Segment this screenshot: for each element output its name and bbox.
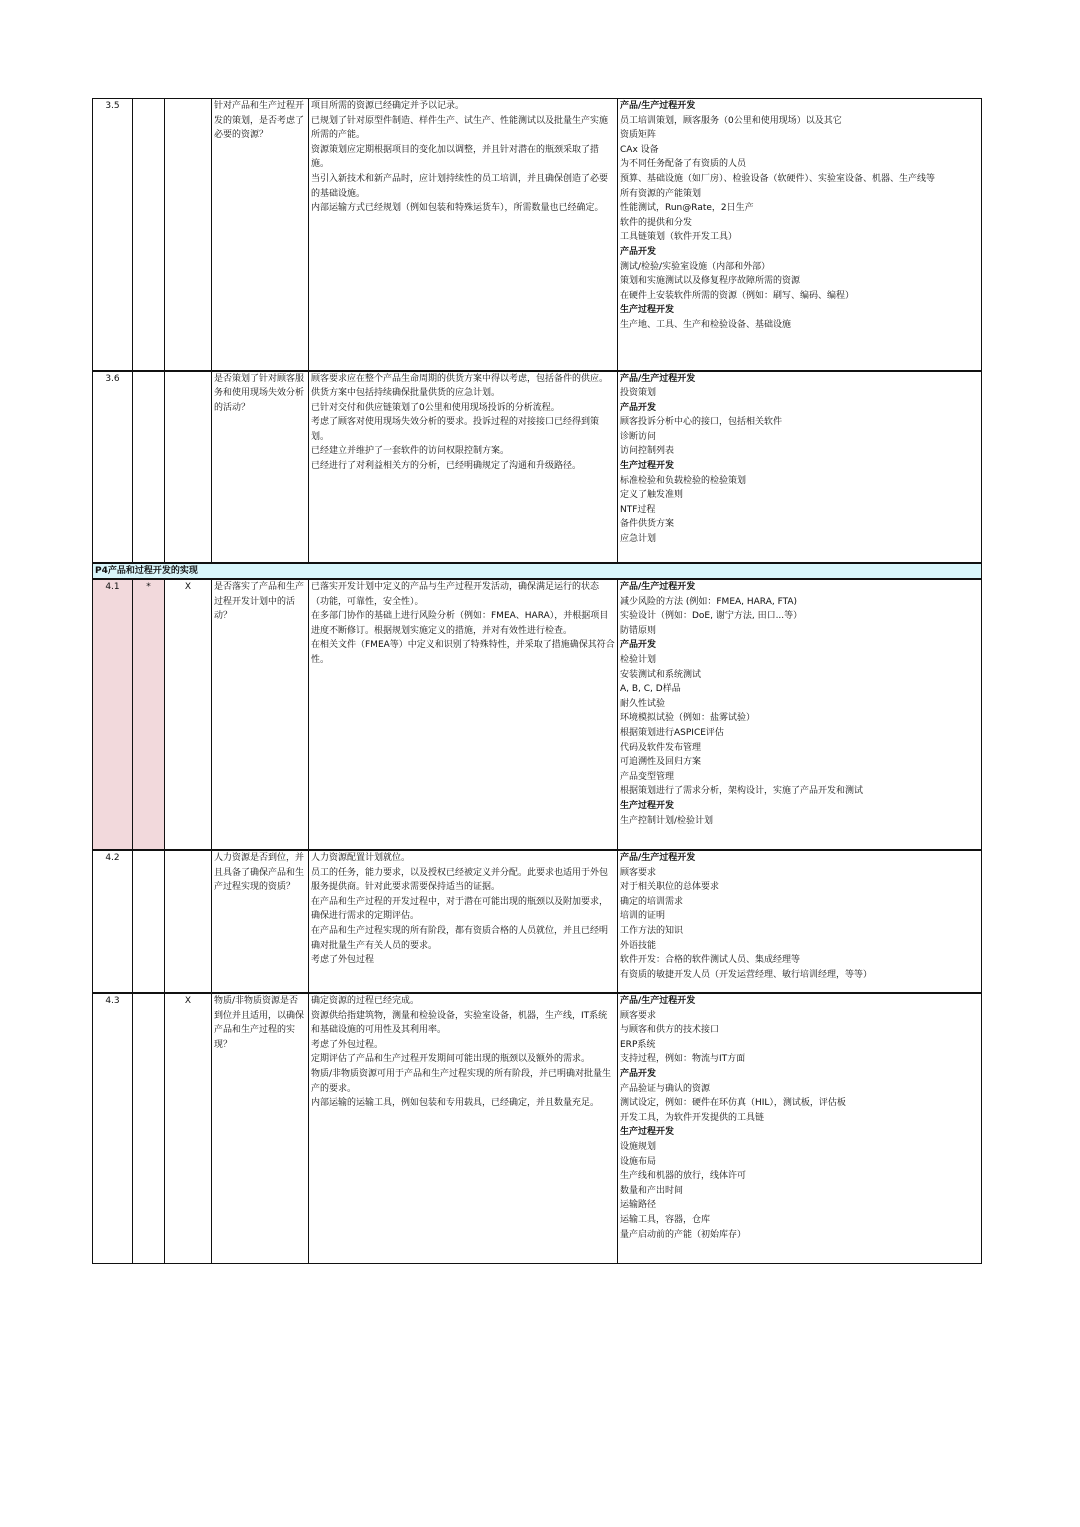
example-line: 性能测试，Run@Rate，2日生产: [620, 203, 754, 214]
example-line: 开发工具，为软件开发提供的工具链: [620, 1112, 765, 1123]
requirement-line: 内部运输方式已经规划（例如包装和特殊运货车），所需数量也已经确定。: [311, 203, 604, 214]
example-line: 安装测试和系统测试: [620, 669, 702, 680]
requirement-line: 在相关文件（FMEA等）中定义和识别了特殊特性，并采取了措施确保其符合性。: [311, 640, 615, 666]
requirement-line: 物质/非物质资源可用于产品和生产过程实现的所有阶段，并已明确对批量生产的要求。: [311, 1069, 612, 1094]
requirement-line: 项目所需的资源已经确定并予以记录。: [311, 101, 465, 111]
example-line: 生产线和机器的放行，线体许可: [620, 1171, 747, 1182]
example-line: 量产启动前的产能（初始库存）: [620, 1229, 747, 1240]
example-line: 投资策划: [620, 388, 657, 399]
item-number-cell: 4.1: [93, 579, 133, 850]
question-cell: 物质/非物质资源是否到位并且适用，以确保产品和生产过程的实现？: [212, 993, 309, 1263]
example-line: 生产控制计划/检验计划: [620, 815, 714, 826]
question-cell: 针对产品和生产过程开发的策划，是否考虑了必要的资源？: [212, 99, 309, 371]
example-heading: 产品开发: [620, 1069, 657, 1080]
example-heading: 生产过程开发: [620, 801, 675, 811]
example-heading: 生产过程开发: [620, 461, 675, 472]
star-mark-cell: [133, 371, 165, 563]
question-cell: 人力资源是否到位，并且具备了确保产品和生产过程实现的资质？: [212, 850, 309, 993]
requirement-line: 当引入新技术和新产品时，应计划持续性的员工培训，并且确保创造了必要的基础设施。: [311, 173, 609, 199]
table-row: [93, 99, 982, 371]
example-line: 顾客投诉分析中心的接口，包括相关软件: [620, 417, 783, 428]
example-line: 产品验证与确认的资源: [620, 1083, 711, 1094]
star-mark-cell: [133, 993, 165, 1263]
x-mark-cell: X: [165, 993, 212, 1263]
example-line: 软件的提供和分发: [620, 217, 693, 228]
example-line: 支持过程，例如：物流与IT方面: [620, 1054, 746, 1065]
item-number-cell: 3.6: [93, 371, 133, 563]
question-cell: 是否落实了产品和生产过程开发计划中的活动？: [212, 579, 309, 850]
example-heading: 生产过程开发: [620, 1127, 675, 1138]
example-line: 代码及软件发布管理: [620, 742, 702, 753]
requirement-line: 考虑了顾客对使用现场失效分析的要求。投诉过程的对接接口已经得到策划。: [311, 417, 600, 442]
table-row: [93, 579, 982, 850]
example-heading: 生产过程开发: [620, 305, 675, 316]
requirement-line: 资源供给指建筑物，测量和检验设备，实验室设备，机器，生产线，IT系统和基础设施的可用性及其利用率。: [311, 1010, 608, 1036]
example-line: 根据策划进行了需求分析，架构设计，实施了产品开发和测试: [620, 786, 864, 797]
table-body: [93, 99, 982, 1264]
example-line: ERP系统: [620, 1039, 656, 1050]
example-line: 有资质的敏捷开发人员（开发运营经理、敏行培训经理，等等）: [620, 969, 873, 980]
requirement-line: 内部运输的运输工具，例如包装和专用载具，已经确定，并且数量充足。: [311, 1098, 600, 1109]
requirements-cell: [309, 371, 618, 563]
x-mark-cell: [165, 99, 212, 371]
example-line: 确定的培训需求: [620, 896, 684, 907]
example-line: 备件供货方案: [620, 519, 675, 530]
example-heading: 产品/生产过程开发: [620, 853, 696, 864]
example-line: 环境模拟试验（例如：盐雾试验）: [620, 713, 756, 724]
example-line: 检验计划: [620, 655, 657, 666]
requirement-line: 资源策划应定期根据项目的变化加以调整，并且针对潜在的瓶颈采取了措施。: [311, 144, 600, 170]
section-header-row: [93, 563, 982, 580]
table-row: [93, 371, 982, 563]
example-line: 在硬件上安装软件所需的资源（例如：刷写、编码、编程）: [620, 290, 855, 301]
example-line: 访问控制列表: [620, 446, 675, 457]
requirement-line: 已经建立并维护了一套软件的访问权限控制方案。: [311, 446, 510, 457]
examples-cell: [618, 850, 982, 993]
example-line: 资质矩阵: [620, 130, 657, 141]
star-mark-cell: *: [133, 579, 165, 850]
examples-cell: [618, 371, 982, 563]
example-line: 设施规划: [620, 1142, 657, 1153]
example-line: 预算、基础设施（如厂房）、检验设备（软硬件）、实验室设备、机器、生产线等: [620, 173, 936, 184]
example-line: 工具链策划（软件开发工具）: [620, 232, 738, 243]
star-mark-cell: [133, 99, 165, 371]
example-line: CAx 设备: [620, 144, 659, 155]
table-row: [93, 850, 982, 993]
example-line: 培训的证明: [620, 911, 666, 922]
example-line: 根据策划进行ASPICE评估: [620, 728, 724, 739]
audit-questionnaire-table: [92, 98, 982, 1264]
example-line: 耐久性试验: [620, 698, 666, 709]
examples-cell: [618, 579, 982, 850]
example-heading: 产品/生产过程开发: [620, 996, 696, 1007]
item-number-cell: 4.3: [93, 993, 133, 1263]
requirements-cell: [309, 850, 618, 993]
table-row: [93, 993, 982, 1263]
requirement-line: 已针对交付和供应链策划了0公里和使用现场投诉的分析流程。: [311, 402, 560, 413]
example-line: 外语技能: [620, 940, 657, 951]
example-line: 测试设定，例如：硬件在环仿真（HIL），测试板，评估板: [620, 1098, 846, 1109]
examples-cell: [618, 99, 982, 371]
example-line: 员工培训策划，顾客服务（0公里和使用现场）以及其它: [620, 115, 842, 126]
requirement-line: 已规划了针对原型件制造、样件生产、试生产、性能测试以及批量生产实施所需的产能。: [311, 115, 609, 141]
example-heading: 产品/生产过程开发: [620, 373, 696, 384]
example-line: 实验设计（例如：DoE, 谢宁方法, 田口...等）: [620, 611, 803, 622]
example-heading: 产品开发: [620, 402, 657, 413]
example-line: 顾客要求: [620, 1010, 657, 1021]
example-line: 所有资源的产能策划: [620, 188, 702, 199]
example-line: 运输工具，容器，仓库: [620, 1215, 711, 1225]
example-heading: 产品开发: [620, 640, 657, 651]
example-line: 标准检验和负载检验的检验策划: [620, 475, 747, 486]
example-heading: 产品/生产过程开发: [620, 101, 696, 111]
example-line: 顾客要求: [620, 867, 657, 878]
example-line: 生产地、工具、生产和检验设备、基础设施: [620, 319, 792, 330]
example-line: 防错原则: [620, 625, 657, 636]
example-line: 定义了触发准则: [620, 490, 684, 501]
x-mark-cell: X: [165, 579, 212, 850]
example-line: 应急计划: [620, 534, 657, 545]
requirement-line: 考虑了外包过程: [311, 955, 375, 966]
requirement-line: 供货方案中包括持续确保批量供货的应急计划。: [311, 388, 501, 399]
requirement-line: 已落实开发计划中定义的产品与生产过程开发活动，确保满足运行的状态（功能，可靠性，安全性）。: [311, 582, 600, 607]
example-line: 与顾客和供方的技术接口: [620, 1025, 720, 1036]
example-line: 减少风险的方法 (例如：FMEA, HARA, FTA): [620, 596, 798, 607]
requirement-line: 定期评估了产品和生产过程开发期间可能出现的瓶颈以及额外的需求。: [311, 1054, 591, 1065]
question-cell: 是否策划了针对顾客服务和使用现场失效分析的活动？: [212, 371, 309, 563]
requirements-cell: [309, 579, 618, 850]
example-line: 运输路径: [620, 1200, 657, 1211]
example-line: A, B, C, D样品: [620, 684, 681, 695]
item-number-cell: 3.5: [93, 99, 133, 371]
requirement-line: 考虑了外包过程。: [311, 1039, 384, 1050]
example-heading: 产品开发: [620, 246, 657, 257]
example-line: 对于相关职位的总体要求: [620, 882, 720, 893]
section-title: P4产品和过程开发的实现: [93, 563, 982, 580]
requirement-line: 员工的任务，能力要求，以及授权已经被定义并分配。此要求也适用于外包服务提供商。针对此要求需要保持适当的证据。: [311, 867, 609, 893]
example-line: 策划和实施测试以及修复程序故障所需的资源: [620, 276, 801, 287]
x-mark-cell: [165, 371, 212, 563]
example-heading: 产品/生产过程开发: [620, 582, 696, 593]
example-line: 产品变型管理: [620, 771, 675, 782]
example-line: 软件开发：合格的软件测试人员、集成经理等: [620, 955, 801, 966]
requirement-line: 人力资源配置计划就位。: [311, 853, 411, 864]
example-line: 可追溯性及回归方案: [620, 757, 702, 768]
requirement-line: 已经进行了对利益相关方的分析，已经明确规定了沟通和升级路径。: [311, 461, 582, 472]
requirement-line: 确定资源的过程已经完成。: [311, 996, 420, 1007]
requirement-line: 在产品和生产过程实现的所有阶段，都有资质合格的人员就位，并且已经明确对批量生产有关人员的要求。: [311, 926, 609, 951]
requirement-line: 顾客要求应在整个产品生命周期的供货方案中得以考虑，包括备件的供应。: [311, 373, 609, 384]
example-line: 设施布局: [620, 1156, 657, 1167]
requirement-line: 在产品和生产过程的开发过程中，对于潜在可能出现的瓶颈以及附加要求，确保进行需求的定期评估。: [311, 896, 609, 922]
requirements-cell: [309, 993, 618, 1263]
example-line: 测试/检验/实验室设施（内部和外部）: [620, 261, 771, 272]
item-number-cell: 4.2: [93, 850, 133, 993]
examples-cell: [618, 993, 982, 1263]
x-mark-cell: [165, 850, 212, 993]
example-line: 为不同任务配备了有资质的人员: [620, 159, 747, 170]
requirements-cell: [309, 99, 618, 371]
example-line: 数量和产出时间: [620, 1185, 684, 1196]
star-mark-cell: [133, 850, 165, 993]
requirement-line: 在多部门协作的基础上进行风险分析（例如：FMEA、HARA），并根据项目进度不断修订。根据规划实施定义的措施，并对有效性进行检查。: [311, 611, 609, 636]
example-line: 诊断访问: [620, 431, 657, 442]
example-line: NTF过程: [620, 504, 656, 515]
example-line: 工作方法的知识: [620, 926, 684, 937]
